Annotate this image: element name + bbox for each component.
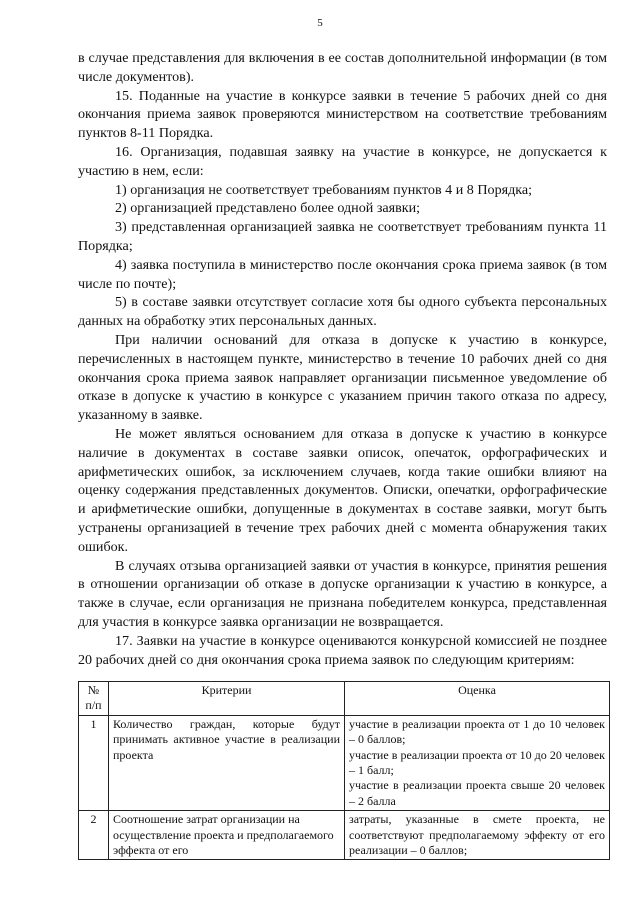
table-header-row [79,682,610,716]
list-item: 2) организацией представлено более одной заявки; [115,200,421,217]
page-number: 5 [317,17,323,29]
score-cell [345,715,610,810]
table-row [79,811,610,860]
paragraph: В случаях отзыва организацией заявки от участия в конкурсе, принятия решения в отношении организации об отказе в допуске организации к участию в конкурсе, а также в случае, если организация не признана победителем конкурса, представленная для участия в конкурсе заявка организации не возвращается. [78,557,607,630]
column-header-score: Оценка [345,682,610,716]
document-body [78,49,607,669]
criterion-cell: Количество граждан, которые будут принимать активное участие в реализации проекта [109,715,345,810]
score-option: затраты, указанные в смете проекта, не соответствуют предполагаемому эффекту от его реализации – 0 баллов; [349,812,605,858]
paragraph: Не может являться основанием для отказа в допуске к участию в конкурсе наличие в документах в составе заявки описок, опечаток, орфографических и арифметических ошибок, за исключением случаев, когда такие ошибки влияют на оценку содержания представленных документов. Описки, опечатки, орфографические и арифметические ошибки, допущенные в документах в составе заявки, могут быть устранены организацией в течение трех рабочих дней с момента обнаружения таких ошибок. [78,425,607,555]
list-item: 3) представленная организацией заявка не соответствует требованиям пункта 11 Порядка; [78,219,607,254]
score-option: участие в реализации проекта от 1 до 10 человек – 0 баллов; [349,716,605,747]
paragraph: 17. Заявки на участие в конкурсе оцениваются конкурсной комиссией не позднее 20 рабочих дней со дня окончания срока приема заявок по следующим критериям: [78,632,607,668]
paragraph: в случае представления для включения в ее состав дополнительной информации (в том числе документов). [78,50,607,85]
row-number: 1 [79,715,109,810]
paragraph: 15. Поданные на участие в конкурсе заявки в течение 5 рабочих дней со дня окончания приема заявок проверяются министерством на соответствие требованиям пунктов 8-11 Порядка. [78,87,607,142]
list-item: 1) организация не соответствует требованиям пунктов 4 и 8 Порядка; [115,181,533,198]
criteria-table [78,681,610,860]
table-row [79,715,610,810]
list-item: 4) заявка поступила в министерство после окончания срока приема заявок (в том числе по почте); [78,256,607,292]
score-option: участие в реализации проекта от 10 до 20 человек – 1 балл; [349,747,605,778]
list-item: 5) в составе заявки отсутствует согласие хотя бы одного субъекта персональных данных на обработку этих персональных данных. [78,294,607,330]
row-number: 2 [79,811,109,860]
criterion-cell: Соотношение затрат организации на осуществление проекта и предполагаемого эффекта от его [109,811,345,860]
score-cell [345,811,610,860]
paragraph: 16. Организация, подавшая заявку на участие в конкурсе, не допускается к участию в нем, если: [78,143,607,179]
score-option: участие в реализации проекта свыше 20 человек – 2 балла [349,778,605,808]
paragraph: При наличии оснований для отказа в допуске к участию в конкурсе, перечисленных в настоящем пункте, министерство в течение 10 рабочих дней со дня окончания срока приема заявок направляет организации письменное уведомление об отказе в допуске к участию в конкурсе с указанием причин такого отказа по адресу, указанному в заявке. [78,331,607,424]
column-header-criteria: Критерии [109,682,345,716]
column-header-number: № п/п [79,682,109,716]
